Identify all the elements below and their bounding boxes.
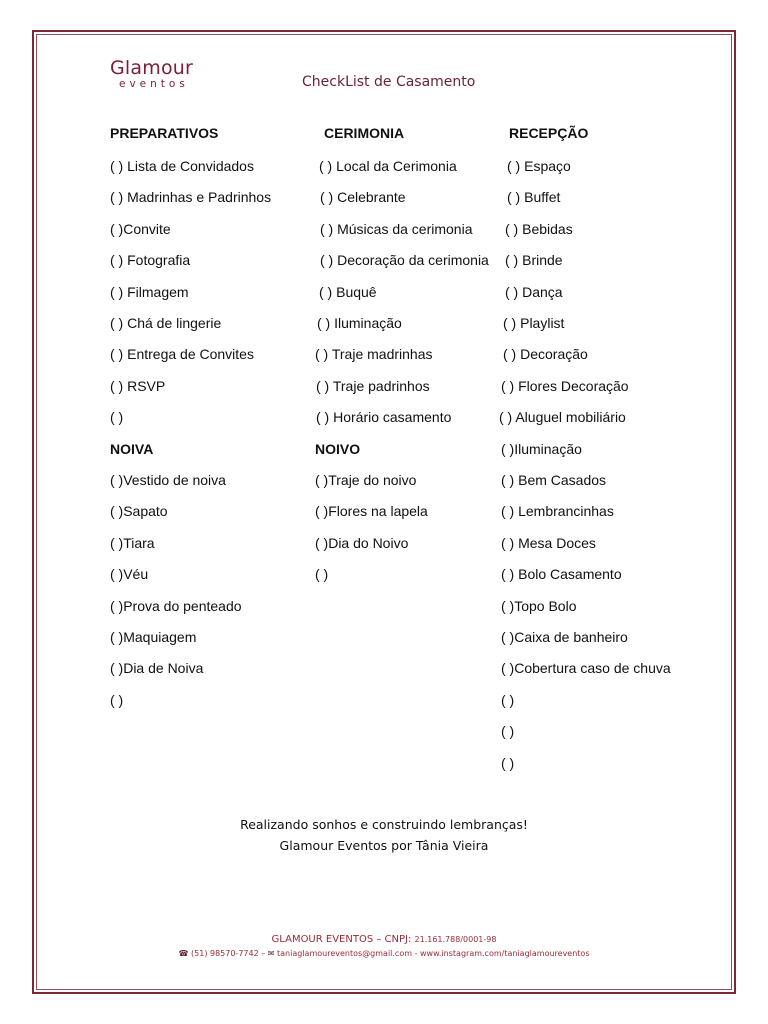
- checklist-item[interactable]: ( )Vestido de noiva: [110, 472, 226, 488]
- brand-subtitle: eventos: [119, 78, 189, 90]
- checklist-item[interactable]: ( ) Chá de lingerie: [110, 315, 222, 331]
- checklist-item[interactable]: ( )Tiara: [110, 535, 155, 551]
- checklist-item[interactable]: ( ) Brinde: [505, 252, 563, 268]
- footer-company-name: GLAMOUR EVENTOS – CNPJ:: [271, 934, 415, 945]
- brand-logo: [110, 58, 193, 90]
- checklist-item[interactable]: ( ) Lembrancinhas: [501, 503, 614, 519]
- checklist-item[interactable]: ( )Convite: [110, 221, 171, 237]
- document-title: CheckList de Casamento: [302, 74, 476, 90]
- checklist-item[interactable]: ( ) Mesa Doces: [501, 535, 596, 551]
- slogan-line-2: Glamour Eventos por Tânia Vieira: [279, 838, 489, 853]
- checklist-item[interactable]: ( ): [501, 692, 515, 708]
- checklist-item[interactable]: ( )Maquiagem: [110, 629, 197, 645]
- checklist-item[interactable]: ( ) Decoração da cerimonia: [320, 252, 489, 268]
- checklist-item[interactable]: ( )Topo Bolo: [501, 598, 577, 614]
- section-heading-cerimonia: CERIMONIA: [324, 125, 405, 141]
- checklist-item[interactable]: ( )Cobertura caso de chuva: [501, 660, 671, 676]
- checklist-item[interactable]: ( ) Entrega de Convites: [110, 346, 254, 362]
- email-icon: ✉: [267, 949, 275, 958]
- checklist-item[interactable]: ( ) Aluguel mobiliário: [499, 409, 626, 425]
- checklist-item[interactable]: ( ) Espaço: [507, 158, 571, 174]
- checklist-item[interactable]: ( ) Local da Cerimonia: [319, 158, 457, 174]
- checklist-item[interactable]: ( ) RSVP: [110, 378, 166, 394]
- checklist-item[interactable]: ( ) Músicas da cerimonia: [320, 221, 473, 237]
- checklist-item[interactable]: ( )Flores na lapela: [315, 503, 428, 519]
- checklist-item[interactable]: ( ) Lista de Convidados: [110, 158, 254, 174]
- checklist-item[interactable]: ( ) Madrinhas e Padrinhos: [110, 189, 272, 205]
- checklist-item[interactable]: ( ) Buquê: [319, 284, 377, 300]
- brand-name: Glamour: [110, 57, 194, 79]
- checklist-item[interactable]: ( ) Horário casamento: [316, 409, 452, 425]
- checklist-item[interactable]: ( ) Playlist: [503, 315, 565, 331]
- checklist-item[interactable]: ( ) Decoração: [503, 346, 588, 362]
- checklist-item[interactable]: ( )Dia de Noiva: [110, 660, 204, 676]
- checklist-item[interactable]: ( ) Iluminação: [317, 315, 402, 331]
- checklist-item[interactable]: ( ): [501, 755, 515, 771]
- checklist-item[interactable]: ( ) Bebidas: [505, 221, 573, 237]
- checklist-item[interactable]: ( ): [110, 692, 124, 708]
- checklist-item[interactable]: ( ) Fotografia: [110, 252, 191, 268]
- checklist-item[interactable]: ( ) Celebrante: [320, 189, 406, 205]
- checklist-item[interactable]: ( ): [315, 566, 329, 582]
- checklist-item[interactable]: ( ) Filmagem: [110, 284, 189, 300]
- section-heading-preparativos: PREPARATIVOS: [110, 125, 219, 141]
- footer-contacts: [0, 949, 768, 958]
- checklist-item[interactable]: ( )Sapato: [110, 503, 168, 519]
- checklist-item[interactable]: ( ): [501, 723, 515, 739]
- checklist-item[interactable]: ( )Iluminação: [501, 441, 582, 457]
- checklist-item[interactable]: ( )Caixa de banheiro: [501, 629, 628, 645]
- footer-website[interactable]: - www.instagram.com/taniaglamoureventos: [414, 949, 590, 958]
- checklist-item[interactable]: ( ): [110, 409, 124, 425]
- section-heading-recepcao: RECEPÇÃO: [509, 125, 589, 141]
- checklist-item[interactable]: ( ) Dança: [505, 284, 563, 300]
- checklist-item[interactable]: ( ) Flores Decoração: [501, 378, 629, 394]
- footer-phone: (51) 98570-7742 –: [191, 949, 266, 958]
- footer-cnpj: 21.161.788/0001-98: [414, 935, 497, 944]
- checklist-item[interactable]: ( ) Traje madrinhas: [315, 346, 433, 362]
- slogan-line-1: Realizando sonhos e construindo lembranças!: [240, 817, 528, 832]
- footer-company: [0, 934, 768, 945]
- checklist-item[interactable]: ( ) Traje padrinhos: [316, 378, 430, 394]
- checklist-item[interactable]: ( )Prova do penteado: [110, 598, 242, 614]
- checklist-item[interactable]: ( )Dia do Noivo: [315, 535, 409, 551]
- section-heading-noivo: NOIVO: [315, 441, 361, 457]
- checklist-item[interactable]: ( ) Bem Casados: [501, 472, 607, 488]
- checklist-item[interactable]: ( )Traje do noivo: [315, 472, 417, 488]
- footer-email[interactable]: taniaglamoureventos@gmail.com: [277, 949, 413, 958]
- section-heading-noiva: NOIVA: [110, 441, 154, 457]
- checklist-item[interactable]: ( ) Buffet: [507, 189, 561, 205]
- checklist-item[interactable]: ( ) Bolo Casamento: [501, 566, 622, 582]
- checklist-item[interactable]: ( )Véu: [110, 566, 149, 582]
- phone-icon: ☎: [178, 949, 189, 958]
